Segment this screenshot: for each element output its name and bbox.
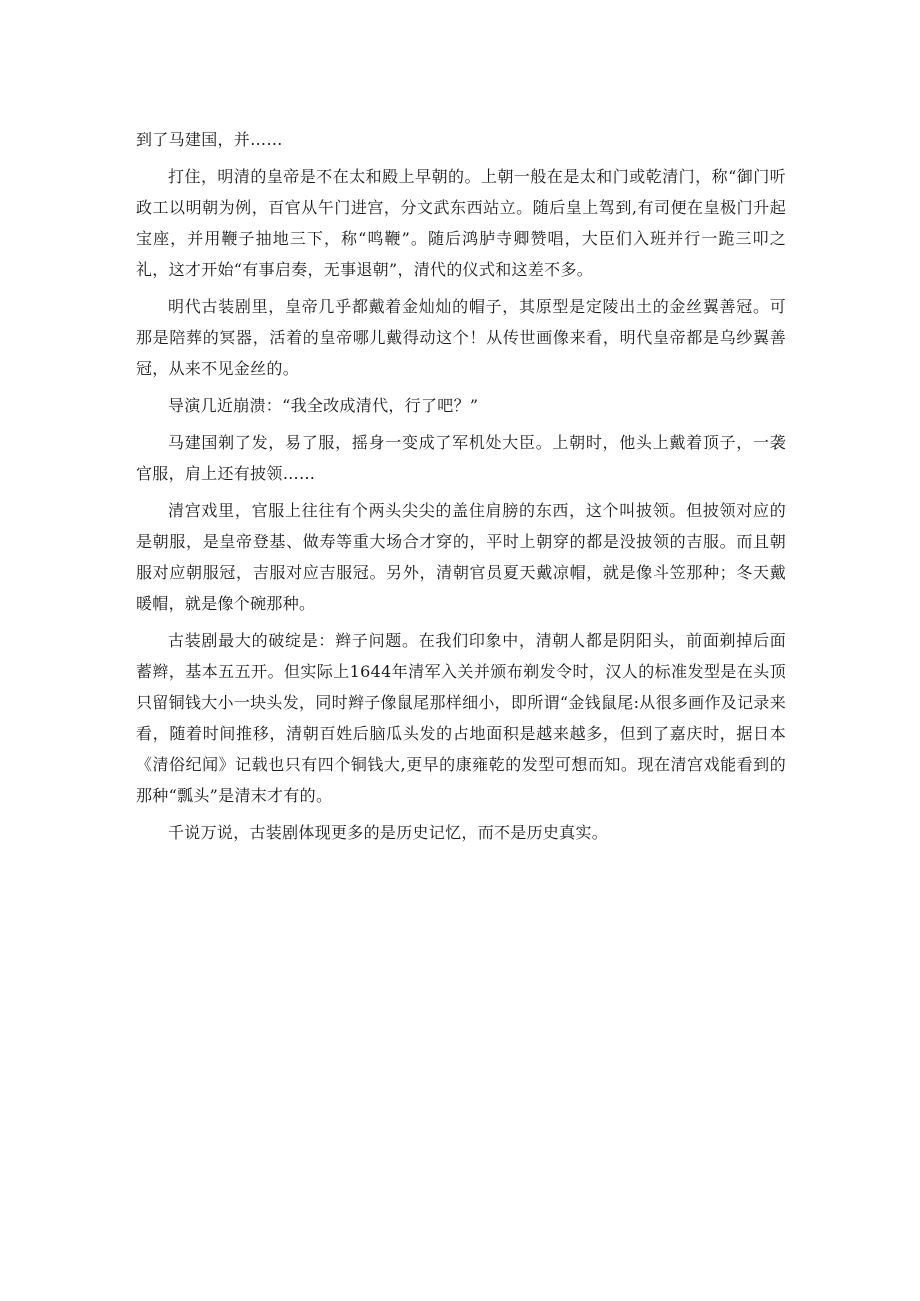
- article-body: [136, 124, 786, 854]
- paragraph-6: 清宫戏里，官服上往往有个两头尖尖的盖住肩膀的东西，这个叫披领。但披领对应的是朝服，是皇帝登基、做寿等重大场合才穿的，平时上朝穿的都是没披领的吉服。而且朝服对应朝服冠，吉服对应吉服冠。另外，清朝官员夏天戴凉帽，就是像斗笠那种；冬天戴暖帽，就是像个碗那种。: [136, 501, 786, 613]
- paragraph-2: 打住，明清的皇帝是不在太和殿上早朝的。上朝一般在是太和门或乾清门，称“御门听政工以明朝为例，百官从午门进宫，分文武东西站立。随后皇上驾到,有司便在皇极门升起宝座，并用鞭子抽地三下，称“鸣鞭”。随后鸿胪寺卿赞唱，大臣们入班并行一跪三叩之礼，这才开始“有事启奏，无事退朝”，清代的仪式和这差不多。: [136, 167, 786, 279]
- paragraph-4: 导演几近崩溃：“我全改成清代，行了吧？”: [168, 396, 479, 415]
- paragraph-5: 马建国剃了发，易了服，摇身一变成了军机处大臣。上朝时，他头上戴着顶子，一袭官服，肩上还有披领……: [136, 433, 786, 483]
- paragraph-8: 千说万说，古装剧体现更多的是历史记忆，而不是历史真实。: [168, 823, 609, 842]
- paragraph-3: 明代古装剧里，皇帝几乎都戴着金灿灿的帽子，其原型是定陵出土的金丝翼善冠。可那是陪葬的冥器，活着的皇帝哪儿戴得动这个！从传世画像来看，明代皇帝都是乌纱翼善冠，从来不见金丝的。: [136, 297, 786, 378]
- paragraph-7: 古装剧最大的破绽是：辫子问题。在我们印象中，清朝人都是阴阳头，前面剃掉后面蓄辫，基本五五开。但实际上1644年清军入关并颁布剃发令时，汉人的标准发型是在头顶只留铜钱大小一块头发，同时辫子像鼠尾那样细小，即所谓“金钱鼠尾:从很多画作及记录来看，随着时间推移，清朝百姓后脑瓜头发的占地面积是越来越多，但到了嘉庆时，据日本《清俗纪闻》记载也只有四个铜钱大,更早的康雍乾的发型可想而知。现在清宫戏能看到的那种“瓢头”是清末才有的。: [136, 631, 786, 805]
- paragraph-1: 到了马建国，并……: [136, 130, 283, 149]
